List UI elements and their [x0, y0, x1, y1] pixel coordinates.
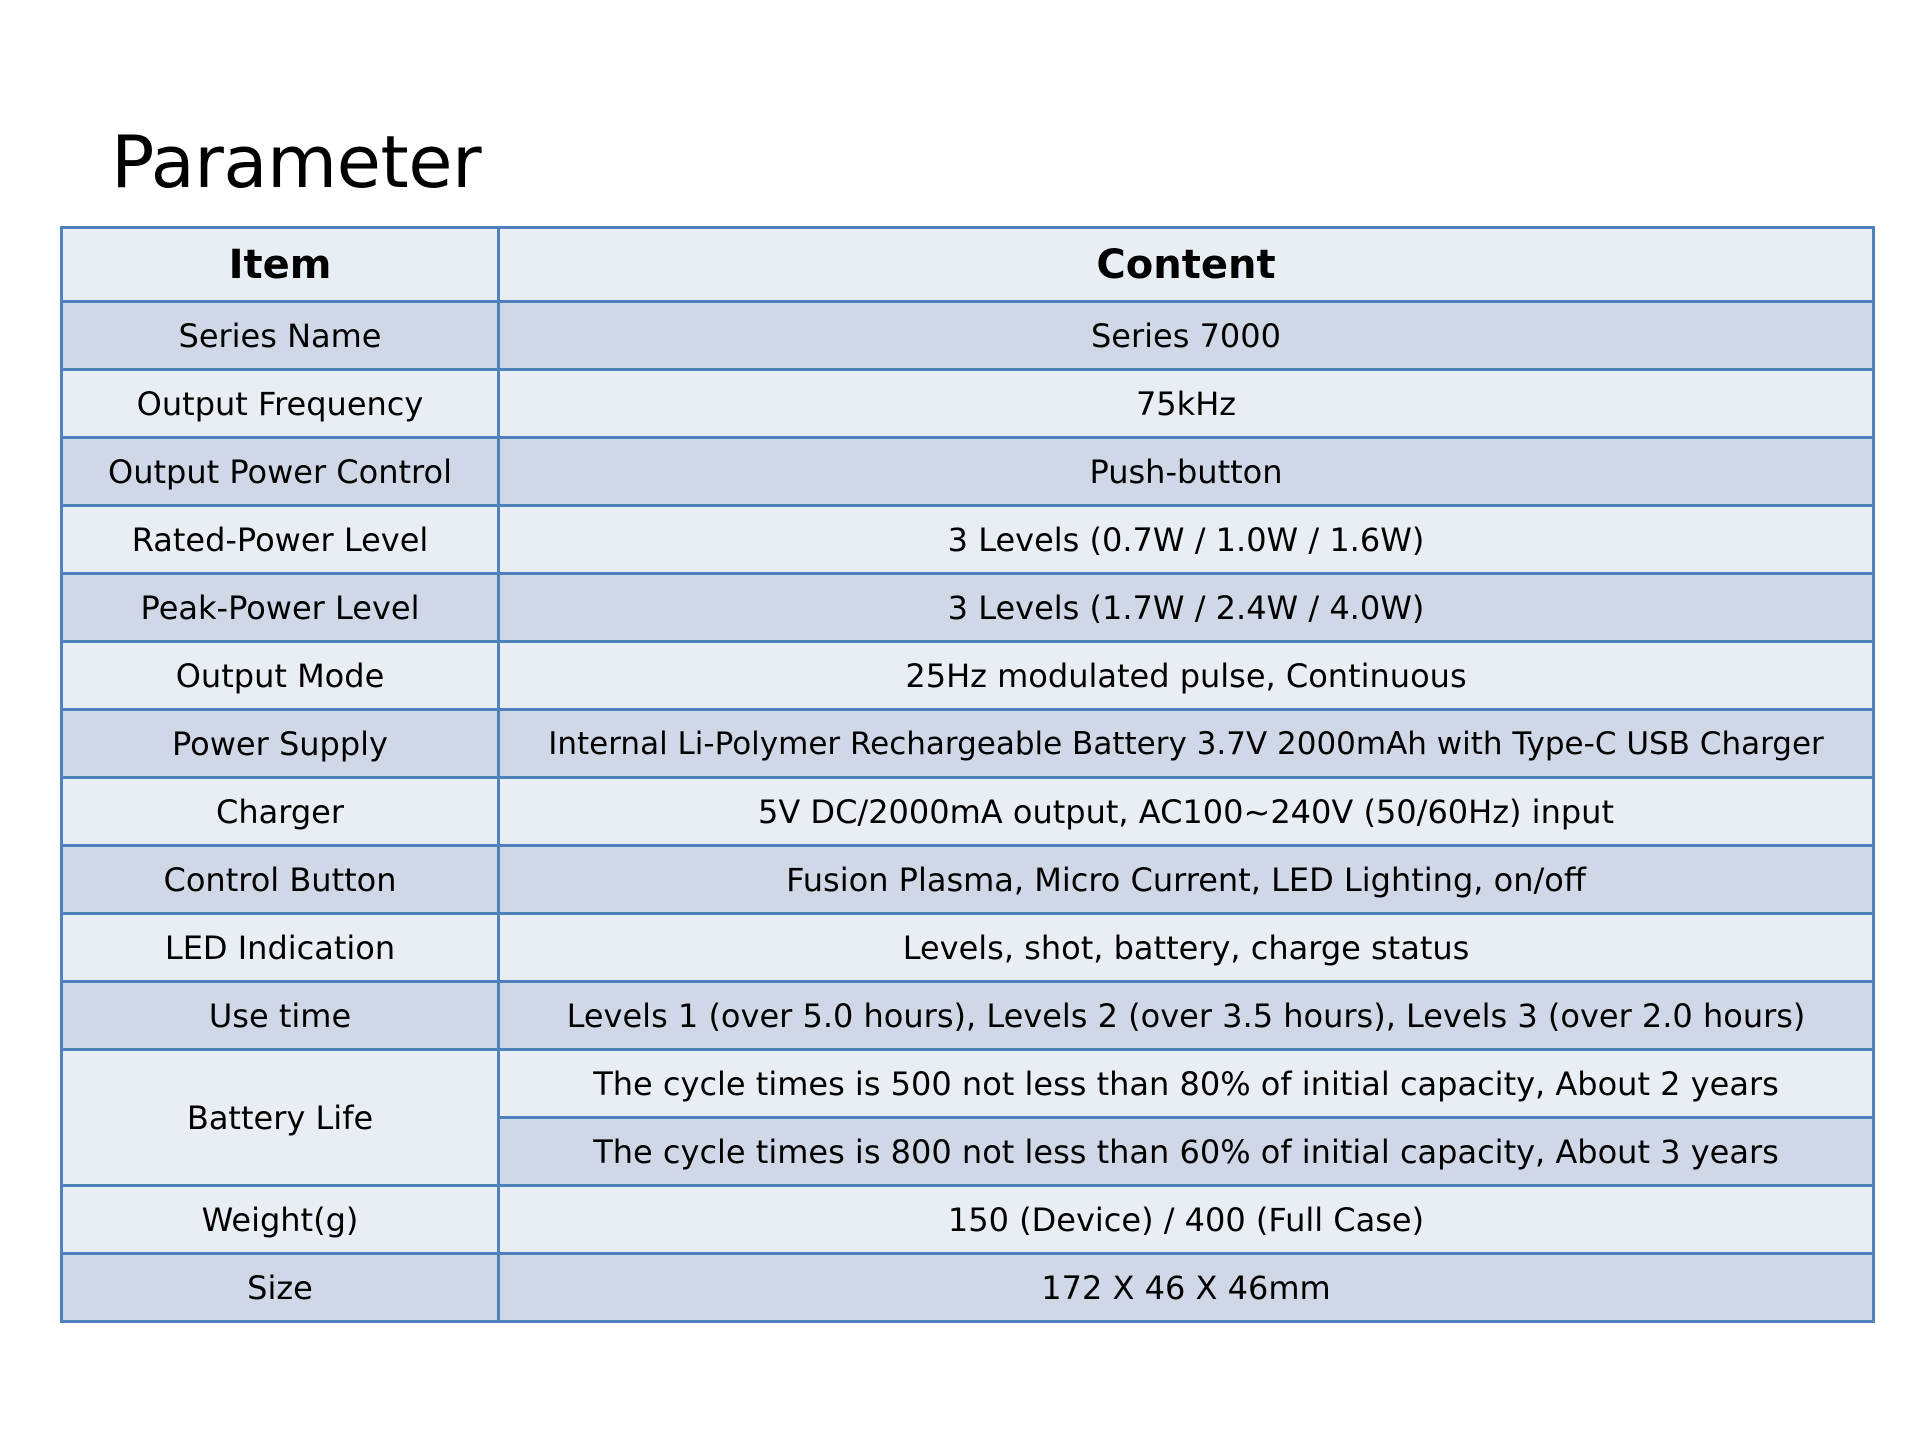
table-row-battery-life-1 [62, 1050, 1874, 1118]
row-content: Push-button [499, 438, 1874, 506]
row-item: Output Frequency [62, 370, 499, 438]
table-row [62, 302, 1874, 370]
row-item: Peak-Power Level [62, 574, 499, 642]
row-item: LED Indication [62, 914, 499, 982]
row-content: The cycle times is 500 not less than 80% of initial capacity, About 2 years [499, 1050, 1874, 1118]
row-content: 25Hz modulated pulse, Continuous [499, 642, 1874, 710]
table-header-row [62, 228, 1874, 302]
table-row [62, 574, 1874, 642]
row-item: Output Mode [62, 642, 499, 710]
table-row [62, 914, 1874, 982]
table-row [62, 778, 1874, 846]
header-item: Item [62, 228, 499, 302]
table-row [62, 846, 1874, 914]
row-item-battery-life: Battery Life [62, 1050, 499, 1186]
row-content: Internal Li-Polymer Rechargeable Battery 3.7V 2000mAh with Type-C USB Charger [499, 710, 1874, 778]
row-content: Fusion Plasma, Micro Current, LED Lighting, on/off [499, 846, 1874, 914]
table-row [62, 506, 1874, 574]
page-title: Parameter [111, 120, 482, 204]
row-content: 3 Levels (0.7W / 1.0W / 1.6W) [499, 506, 1874, 574]
table-row [62, 710, 1874, 778]
row-item: Output Power Control [62, 438, 499, 506]
row-content: Levels, shot, battery, charge status [499, 914, 1874, 982]
header-content: Content [499, 228, 1874, 302]
row-content: 3 Levels (1.7W / 2.4W / 4.0W) [499, 574, 1874, 642]
table-row [62, 370, 1874, 438]
row-content: Levels 1 (over 5.0 hours), Levels 2 (over 3.5 hours), Levels 3 (over 2.0 hours) [499, 982, 1874, 1050]
table-row [62, 438, 1874, 506]
parameter-table [60, 226, 1875, 1323]
row-item: Size [62, 1254, 499, 1322]
row-content: 75kHz [499, 370, 1874, 438]
table-row [62, 642, 1874, 710]
row-item: Weight(g) [62, 1186, 499, 1254]
row-content: 172 X 46 X 46mm [499, 1254, 1874, 1322]
row-content: The cycle times is 800 not less than 60% of initial capacity, About 3 years [499, 1118, 1874, 1186]
row-content: Series 7000 [499, 302, 1874, 370]
table-row [62, 982, 1874, 1050]
row-item: Series Name [62, 302, 499, 370]
table-row [62, 1186, 1874, 1254]
row-item: Power Supply [62, 710, 499, 778]
row-item: Charger [62, 778, 499, 846]
row-item: Control Button [62, 846, 499, 914]
table-row [62, 1254, 1874, 1322]
row-item: Use time [62, 982, 499, 1050]
row-content: 150 (Device) / 400 (Full Case) [499, 1186, 1874, 1254]
row-item: Rated-Power Level [62, 506, 499, 574]
row-content: 5V DC/2000mA output, AC100~240V (50/60Hz) input [499, 778, 1874, 846]
